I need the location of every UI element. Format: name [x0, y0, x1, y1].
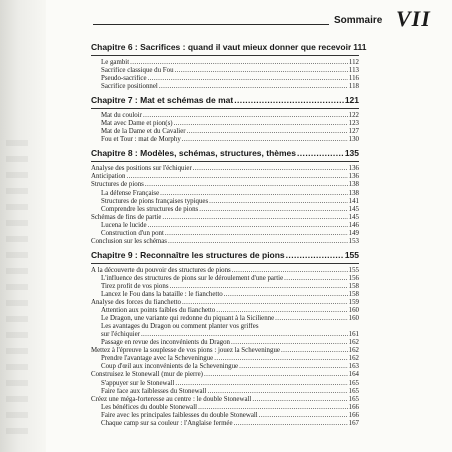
chapter-section	[91, 148, 359, 245]
toc-entry-page: 136	[348, 173, 359, 181]
toc-entry-page: 138	[348, 189, 359, 197]
dot-leader	[252, 396, 347, 403]
toc-entry-title: Passage en revue des inconvénients du Dragon	[101, 339, 230, 347]
chapter-rule	[91, 108, 359, 109]
toc-entry[interactable]	[91, 230, 359, 238]
toc-entry-title: Faire avec les principales faiblesses du double Stonewall	[101, 411, 258, 419]
chapter-heading[interactable]	[91, 42, 367, 53]
table-of-contents	[91, 42, 367, 432]
dot-leader	[182, 136, 348, 143]
toc-entry-page: 164	[348, 371, 359, 379]
toc-entry-title: Conclusion sur les schémas	[91, 237, 167, 245]
toc-entry-title: Schémas de fins de partie	[91, 213, 162, 221]
chapter-section	[91, 42, 367, 91]
toc-entry-page: 166	[348, 411, 359, 419]
toc-entry-page: 130	[348, 136, 359, 144]
dot-leader	[165, 230, 348, 237]
dot-leader	[130, 59, 348, 66]
chapter-rule	[91, 161, 359, 162]
toc-entry-title: Fou et Tour : mat de Morphy	[101, 136, 181, 144]
dot-leader	[175, 67, 348, 74]
toc-entry-title: Structures de pions françaises typiques	[101, 197, 209, 205]
toc-entry-title: Sacrifice classique du Fou	[101, 67, 174, 75]
toc-entry-page: 118	[348, 83, 359, 91]
dot-leader	[224, 291, 348, 298]
dot-leader	[175, 380, 347, 387]
toc-entry-title: Les bénéfices du double Stonewall	[101, 403, 198, 411]
dot-leader	[141, 331, 348, 338]
toc-entry[interactable]	[91, 136, 359, 144]
toc-entry[interactable]	[91, 59, 359, 67]
toc-entry-page: 167	[348, 419, 359, 427]
toc-entry-page: 153	[348, 237, 359, 245]
toc-entry[interactable]	[91, 396, 359, 404]
toc-entry-title: Construction d'un pont	[101, 229, 164, 237]
toc-entry-title: Pseudo-sacrifice	[101, 75, 147, 83]
toc-entry-page: 138	[348, 181, 359, 189]
chapter-heading[interactable]	[91, 95, 359, 106]
toc-entry[interactable]	[91, 120, 359, 128]
toc-entry-title: Construisez le Stonewall (mur de pierre)	[91, 371, 203, 379]
toc-entry[interactable]	[91, 315, 359, 323]
chapter-title: Chapitre 6 : Sacrifices : quand il vaut mieux donner que recevoir	[91, 42, 352, 52]
toc-entry[interactable]	[91, 388, 359, 396]
dot-leader	[168, 238, 348, 245]
toc-entry[interactable]	[91, 291, 359, 299]
toc-entry-page: 112	[348, 59, 359, 66]
toc-entry[interactable]	[91, 404, 359, 412]
toc-entry-page: 160	[348, 315, 359, 323]
toc-entry-page: 113	[348, 67, 359, 75]
toc-entry[interactable]	[91, 275, 359, 283]
dot-leader	[162, 214, 347, 221]
toc-entry-page: 166	[348, 403, 359, 411]
toc-entry-title: Comprendre les structures de pions	[101, 205, 199, 213]
toc-entry[interactable]	[91, 331, 359, 339]
toc-entry-title: Coup d'œil aux inconvénients de la Scheveningue	[101, 363, 239, 371]
toc-entry-title: Lancez le Fou dans la bataille : le fianchetto	[101, 290, 223, 298]
toc-entry[interactable]	[91, 307, 359, 315]
toc-entry-title: L'influence des structures de pions sur le déroulement d'une partie	[101, 274, 284, 282]
toc-entry[interactable]	[91, 420, 359, 428]
dot-leader	[145, 181, 348, 188]
chapter-section	[91, 95, 359, 144]
toc-entry-page: 162	[348, 355, 359, 363]
dot-leader	[234, 95, 344, 104]
toc-entry-page: 162	[348, 347, 359, 355]
toc-entry-page: 122	[348, 112, 359, 120]
toc-entry-title: Le gambit	[101, 59, 130, 66]
toc-entry[interactable]	[91, 299, 359, 307]
show-through-shadow	[6, 140, 28, 440]
toc-entry-page: 158	[348, 290, 359, 298]
dot-leader	[182, 299, 348, 306]
toc-entry[interactable]	[91, 363, 359, 371]
dot-leader	[234, 420, 348, 427]
toc-entry-title: Chaque camp sur sa couleur : l'Anglaise fermée	[101, 419, 233, 427]
toc-entry-title: Créez une méga-forteresse au centre : le double Stonewall	[91, 395, 252, 403]
toc-entry[interactable]	[91, 347, 359, 355]
toc-entry-page: 162	[348, 339, 359, 347]
toc-entry-title: Mettez à l'épreuve la souplesse de vos pions : jouez la Scheveningue	[91, 347, 280, 355]
chapter-rule	[91, 263, 359, 264]
dot-leader	[284, 275, 348, 282]
toc-entry-title: Mat de la Dame et du Cavalier	[101, 128, 186, 136]
toc-entry[interactable]	[91, 371, 359, 379]
toc-entry-title: Attention aux points faibles du fianchetto	[101, 307, 216, 315]
chapter-page-number: 121	[344, 95, 359, 106]
toc-entry[interactable]	[91, 267, 359, 275]
toc-entry[interactable]	[91, 128, 359, 136]
toc-entry[interactable]	[91, 190, 359, 198]
toc-entry-page: 116	[348, 75, 359, 83]
chapter-title: Chapitre 7 : Mat et schémas de mat	[91, 95, 234, 106]
toc-entry-page: 165	[348, 395, 359, 403]
chapter-title: Chapitre 9 : Reconnaître les structures de pions	[91, 249, 285, 260]
toc-entry-page: 145	[348, 213, 359, 221]
toc-entry-page: 158	[348, 282, 359, 290]
dot-leader	[216, 307, 347, 314]
toc-entry-page: 165	[348, 379, 359, 387]
dot-leader	[159, 83, 348, 90]
toc-entry-title: Faire face aux faiblesses du Stonewall	[101, 387, 207, 395]
toc-entry[interactable]	[91, 283, 359, 291]
dot-leader	[187, 128, 348, 135]
dot-leader	[286, 250, 344, 259]
toc-entry-page: 160	[348, 307, 359, 315]
chapter-page-number: 111	[353, 42, 367, 52]
toc-entry-title: Le Dragon, une variante qui redonne du piquant à la Sicilienne	[101, 315, 275, 323]
header-rule	[93, 24, 329, 25]
toc-entry-page: 163	[348, 363, 359, 371]
dot-leader	[204, 371, 348, 378]
toc-entry-title: S'appuyer sur le Stonewall	[101, 379, 175, 387]
toc-entry[interactable]	[91, 214, 359, 222]
dot-leader	[170, 283, 348, 290]
running-head: Sommaire	[334, 15, 383, 26]
dot-leader	[259, 412, 348, 419]
dot-leader	[239, 363, 348, 370]
toc-entry-page: 136	[348, 165, 359, 173]
toc-entry[interactable]	[91, 222, 359, 230]
toc-entry-title: Mat avec Dame et pion(s)	[101, 120, 173, 128]
toc-entry-page: 127	[348, 128, 359, 136]
toc-entry[interactable]	[91, 238, 359, 246]
dot-leader	[143, 112, 348, 119]
dot-leader	[160, 190, 347, 197]
chapter-page-number: 155	[344, 249, 359, 260]
toc-entry-title: Lucena le lucide	[101, 221, 147, 229]
toc-entry-title: Tirez profit de vos pions	[101, 282, 169, 290]
chapter-heading[interactable]	[91, 250, 359, 261]
toc-entry[interactable]	[91, 67, 359, 75]
dot-leader	[174, 120, 348, 127]
toc-entry-title: Analyse des forces du fianchetto	[91, 299, 181, 307]
dot-leader	[148, 75, 348, 82]
toc-entry[interactable]	[91, 198, 359, 206]
toc-entry-page: 159	[348, 299, 359, 307]
toc-entry[interactable]	[91, 206, 359, 214]
page-folio: VII	[396, 6, 431, 31]
dot-leader	[198, 404, 348, 411]
toc-entry[interactable]	[91, 380, 359, 388]
toc-entry-title: Mat du couloir	[101, 112, 142, 120]
chapter-heading[interactable]	[91, 148, 359, 159]
dot-leader	[207, 388, 347, 395]
dot-leader	[199, 206, 347, 213]
toc-entry-page: 146	[348, 221, 359, 229]
toc-entry-title: Sacrifice positionnel	[101, 83, 158, 91]
toc-entry-title: Structures de pions	[91, 181, 144, 189]
dot-leader	[126, 173, 347, 180]
dot-leader	[275, 315, 347, 322]
toc-entry-page: 145	[348, 205, 359, 213]
chapter-title: Chapitre 8 : Modèles, schémas, structures, thèmes	[91, 148, 297, 159]
toc-entry[interactable]	[91, 165, 359, 173]
chapter-section	[91, 250, 359, 428]
toc-entry-title: Analyse des positions sur l'échiquier	[91, 165, 192, 173]
toc-entry[interactable]	[91, 83, 359, 91]
toc-entry-title: Prendre l'avantage avec la Scheveningue	[101, 355, 214, 363]
toc-entry-title: Anticipation	[91, 173, 126, 181]
dot-leader	[148, 222, 348, 229]
chapter-page-number: 135	[344, 148, 359, 159]
toc-entry[interactable]	[91, 355, 359, 363]
dot-leader	[214, 355, 347, 362]
dot-leader	[281, 347, 348, 354]
toc-entry-page: 156	[348, 274, 359, 282]
toc-entry-page: 161	[348, 331, 359, 339]
toc-entry-page: 149	[348, 229, 359, 237]
toc-entry[interactable]	[91, 323, 359, 331]
toc-entry-page: 141	[348, 197, 359, 205]
toc-entry-page: 123	[348, 120, 359, 128]
toc-entry-page: 165	[348, 387, 359, 395]
dot-leader	[209, 198, 347, 205]
toc-entry-title: À la découverte du pouvoir des structures de pions	[91, 266, 231, 274]
toc-entry[interactable]	[91, 112, 359, 120]
toc-entry[interactable]	[91, 181, 359, 189]
toc-entry[interactable]	[91, 173, 359, 181]
dot-leader	[231, 339, 348, 346]
dot-leader	[297, 148, 344, 157]
toc-entry[interactable]	[91, 75, 359, 83]
toc-entry-title: Les avantages du Dragon ou comment planter vos griffes	[101, 323, 259, 331]
dot-leader	[193, 165, 348, 172]
toc-entry-page: 155	[348, 266, 359, 274]
chapter-rule	[91, 55, 359, 56]
toc-entry[interactable]	[91, 412, 359, 420]
toc-entry[interactable]	[91, 339, 359, 347]
toc-entry-title: La défense Française	[101, 189, 160, 197]
toc-entry-title: sur l'échiquier	[101, 331, 140, 339]
dot-leader	[232, 267, 348, 274]
